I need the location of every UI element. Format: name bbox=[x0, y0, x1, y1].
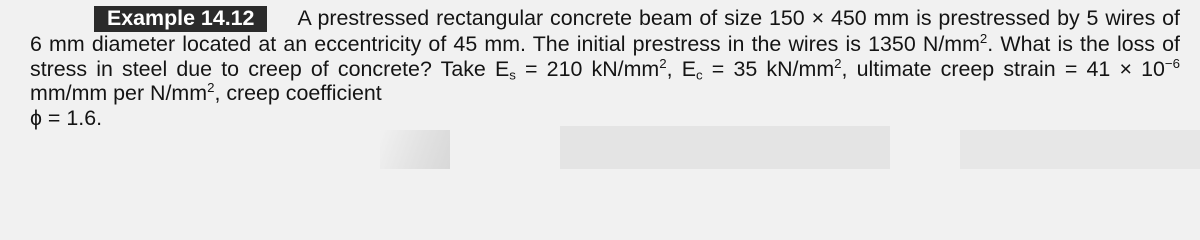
exponent: 2 bbox=[979, 30, 988, 46]
background-shadow bbox=[380, 130, 450, 169]
problem-text: . What is the loss of stress in steel due to creep of concrete? Take E bbox=[30, 32, 1180, 81]
background-shadow bbox=[960, 130, 1200, 169]
problem-text: = 35 kN/mm bbox=[702, 56, 835, 81]
example-label: Example 14.12 bbox=[94, 6, 267, 32]
problem-text: , creep coefficient bbox=[214, 81, 382, 106]
exponent: 2 bbox=[207, 79, 215, 95]
problem-last-line: ϕ = 1.6. bbox=[30, 105, 103, 130]
exponent: −6 bbox=[1164, 55, 1180, 71]
problem-text: , E bbox=[666, 56, 697, 81]
problem-text: , ultimate creep strain = 41 × 10 bbox=[841, 56, 1165, 81]
background-shadow bbox=[560, 126, 890, 169]
problem-text: = 210 kN/mm bbox=[515, 56, 660, 81]
problem-statement bbox=[30, 6, 1180, 130]
problem-text: A prestressed rectangular concrete beam of size 150 × 450 mm is prestressed by 5 wires of 6 mm diameter located at an eccentricity of 45 mm. The initial prestress in the wires is 1350 N/mm bbox=[30, 6, 1180, 56]
problem-text: mm/mm per N/mm bbox=[30, 81, 208, 106]
exponent: 2 bbox=[659, 55, 667, 71]
subscript: c bbox=[696, 66, 703, 82]
exponent: 2 bbox=[834, 55, 842, 71]
subscript: s bbox=[509, 66, 516, 82]
